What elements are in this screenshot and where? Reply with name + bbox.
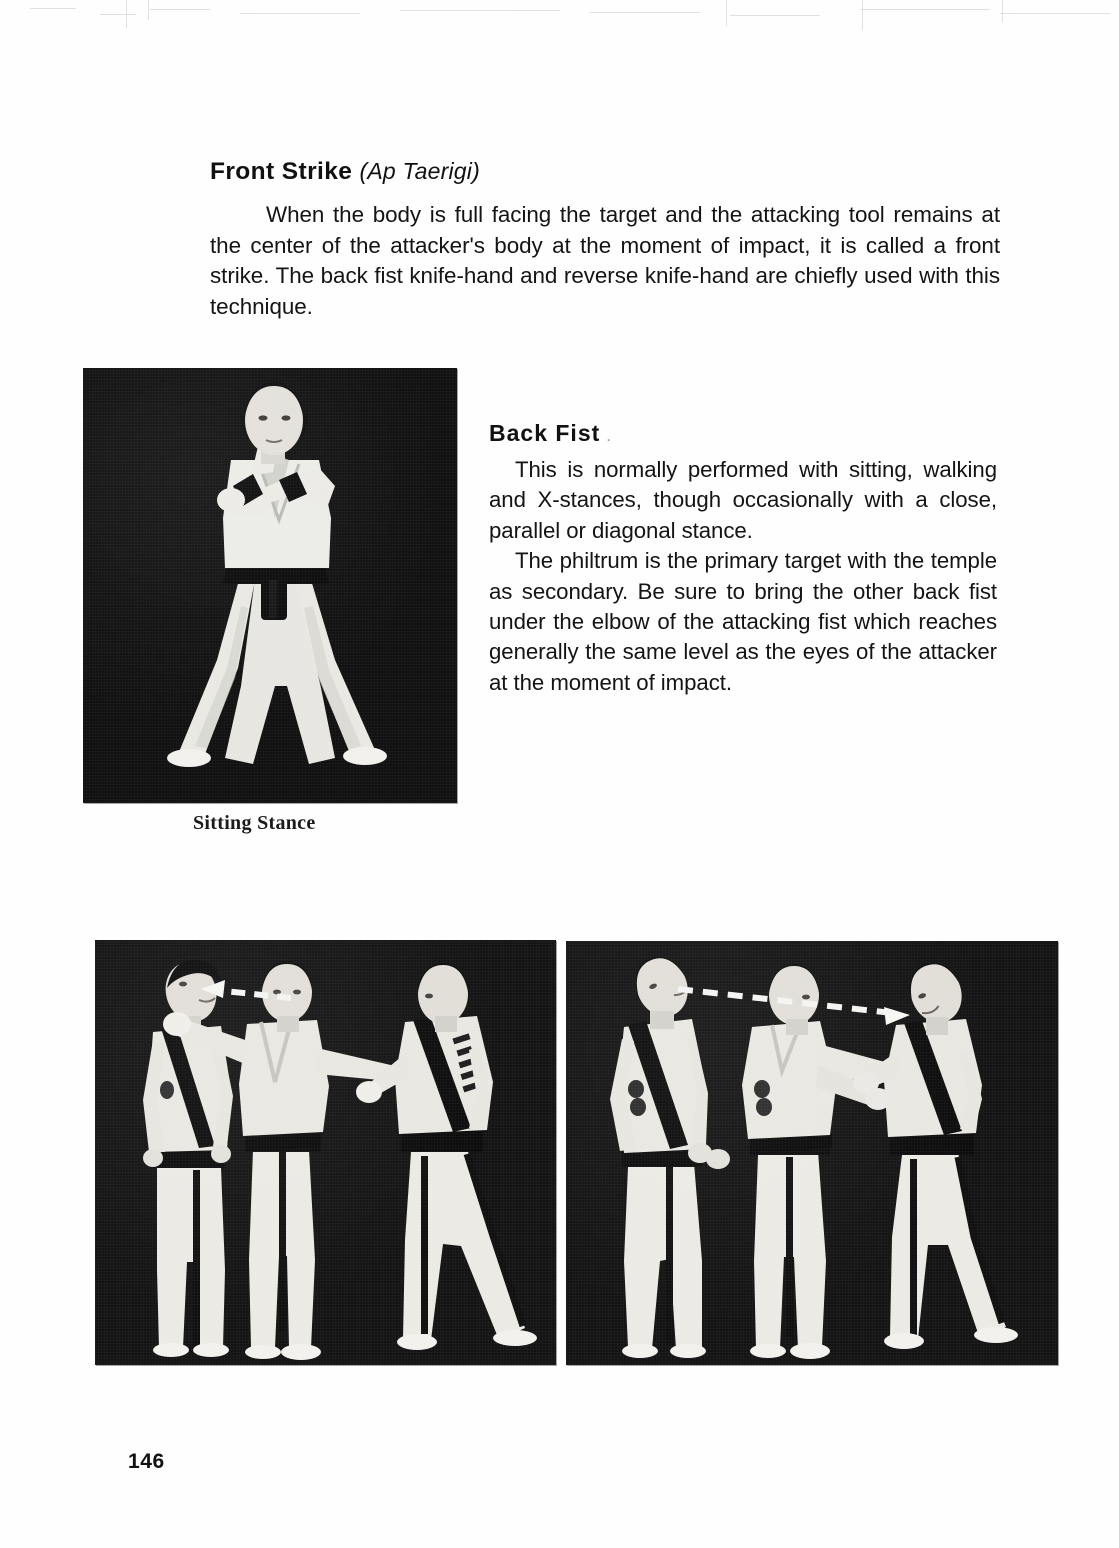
scan-artifact-band <box>0 0 1119 30</box>
back-fist-stray-mark: . <box>606 426 612 445</box>
sitting-stance-caption: Sitting Stance <box>193 812 316 834</box>
back-fist-paragraph-1: This is normally performed with sitting, walking and X-stances, though occasionally with a close, parallel or diagonal stance. <box>489 457 997 543</box>
front-strike-paragraph: When the body is full facing the target and the attacking tool remains at the center of the attacker's body at the moment of impact, it is called a front strike. The back fist knife-hand and reverse knife-hand are chiefly used with this technique. <box>210 202 1000 319</box>
back-fist-paragraph-2: The philtrum is the primary target with the temple as secondary. Be sure to bring the other back fist under the elbow of the attacking fist which reaches generally the same level as the eyes of the attacker at the moment of impact. <box>489 548 997 695</box>
front-strike-heading <box>210 158 480 186</box>
front-strike-sequence-right-figures <box>566 941 1058 1365</box>
sitting-stance-photo <box>83 368 457 803</box>
front-strike-sequence-left-figures <box>95 940 556 1365</box>
front-strike-sequence-right-photo <box>566 941 1058 1365</box>
back-fist-heading-label: Back Fist <box>489 420 601 446</box>
front-strike-sequence-left-photo <box>95 940 556 1365</box>
back-fist-body <box>489 455 997 698</box>
back-fist-heading <box>489 420 612 447</box>
page-number: 146 <box>128 1450 165 1473</box>
front-strike-heading-main: Front Strike <box>210 158 353 185</box>
sitting-stance-figure <box>83 368 457 803</box>
front-strike-heading-romanized: (Ap Taerigi) <box>359 158 480 184</box>
